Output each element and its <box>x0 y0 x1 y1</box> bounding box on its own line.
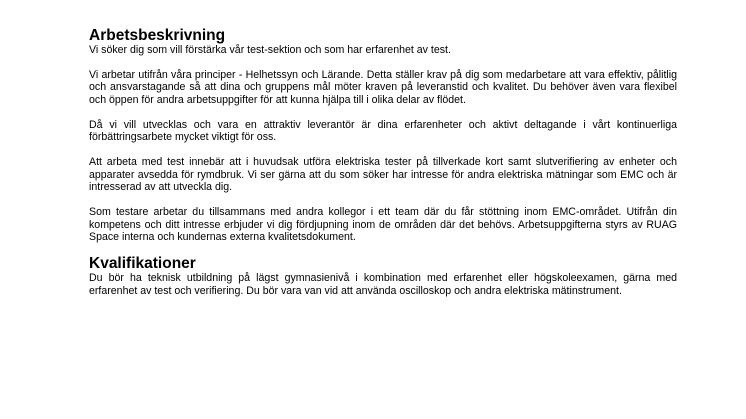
paragraph: Då vi vill utvecklas och vara en attraktiv leverantör är dina erfarenheter och aktivt deltagande i vårt kontinuerliga förbättringsarbete mycket viktigt för oss. <box>89 118 677 144</box>
heading-kvalifikationer: Kvalifikationer <box>89 255 196 273</box>
paragraph: Vi arbetar utifrån våra principer - Helhetssyn och Lärande. Detta ställer krav på dig som medarbetare att vara effektiv, pålitlig och ansvarstagande så att dina och gruppens mål möter kraven på leveranstid och kvalitet. Du behöver även vara flexibel och öppen för andra arbetsuppgifter för att kunna hjälpa till i olika delar av flödet. <box>89 68 677 106</box>
paragraph: Som testare arbetar du tillsammans med andra kollegor i ett team där du får stöttning inom EMC-området. Utifrån din kompetens och ditt intresse erbjuder vi dig fördjupning inom de områden där det behövs. Arbetsuppgifterna styrs av RUAG Space interna och kundernas externa kvalitetsdokument. <box>89 206 677 244</box>
document-content <box>89 28 677 309</box>
heading-arbetsbeskrivning: Arbetsbeskrivning <box>89 27 226 44</box>
paragraph: Att arbeta med test innebär att i huvudsak utföra elektriska tester på tillverkade kort samt slutverifiering av enheter och apparater avsedda för rymdbruk. Vi ser gärna att du som söker har intresse för andra elektriska mätningar som EMC och är intresserad av att utveckla dig. <box>89 156 677 194</box>
paragraph: Du bör ha teknisk utbildning på lägst gymnasienivå i kombination med erfarenhet eller högskoleexamen, gärna med erfarenhet av test och verifiering. Du bör vara van vid att använda oscilloskop och andra elektriska mätinstrument. <box>89 272 677 297</box>
paragraph: Vi söker dig som vill förstärka vår test-sektion och som har erfarenhet av test. <box>89 44 451 56</box>
